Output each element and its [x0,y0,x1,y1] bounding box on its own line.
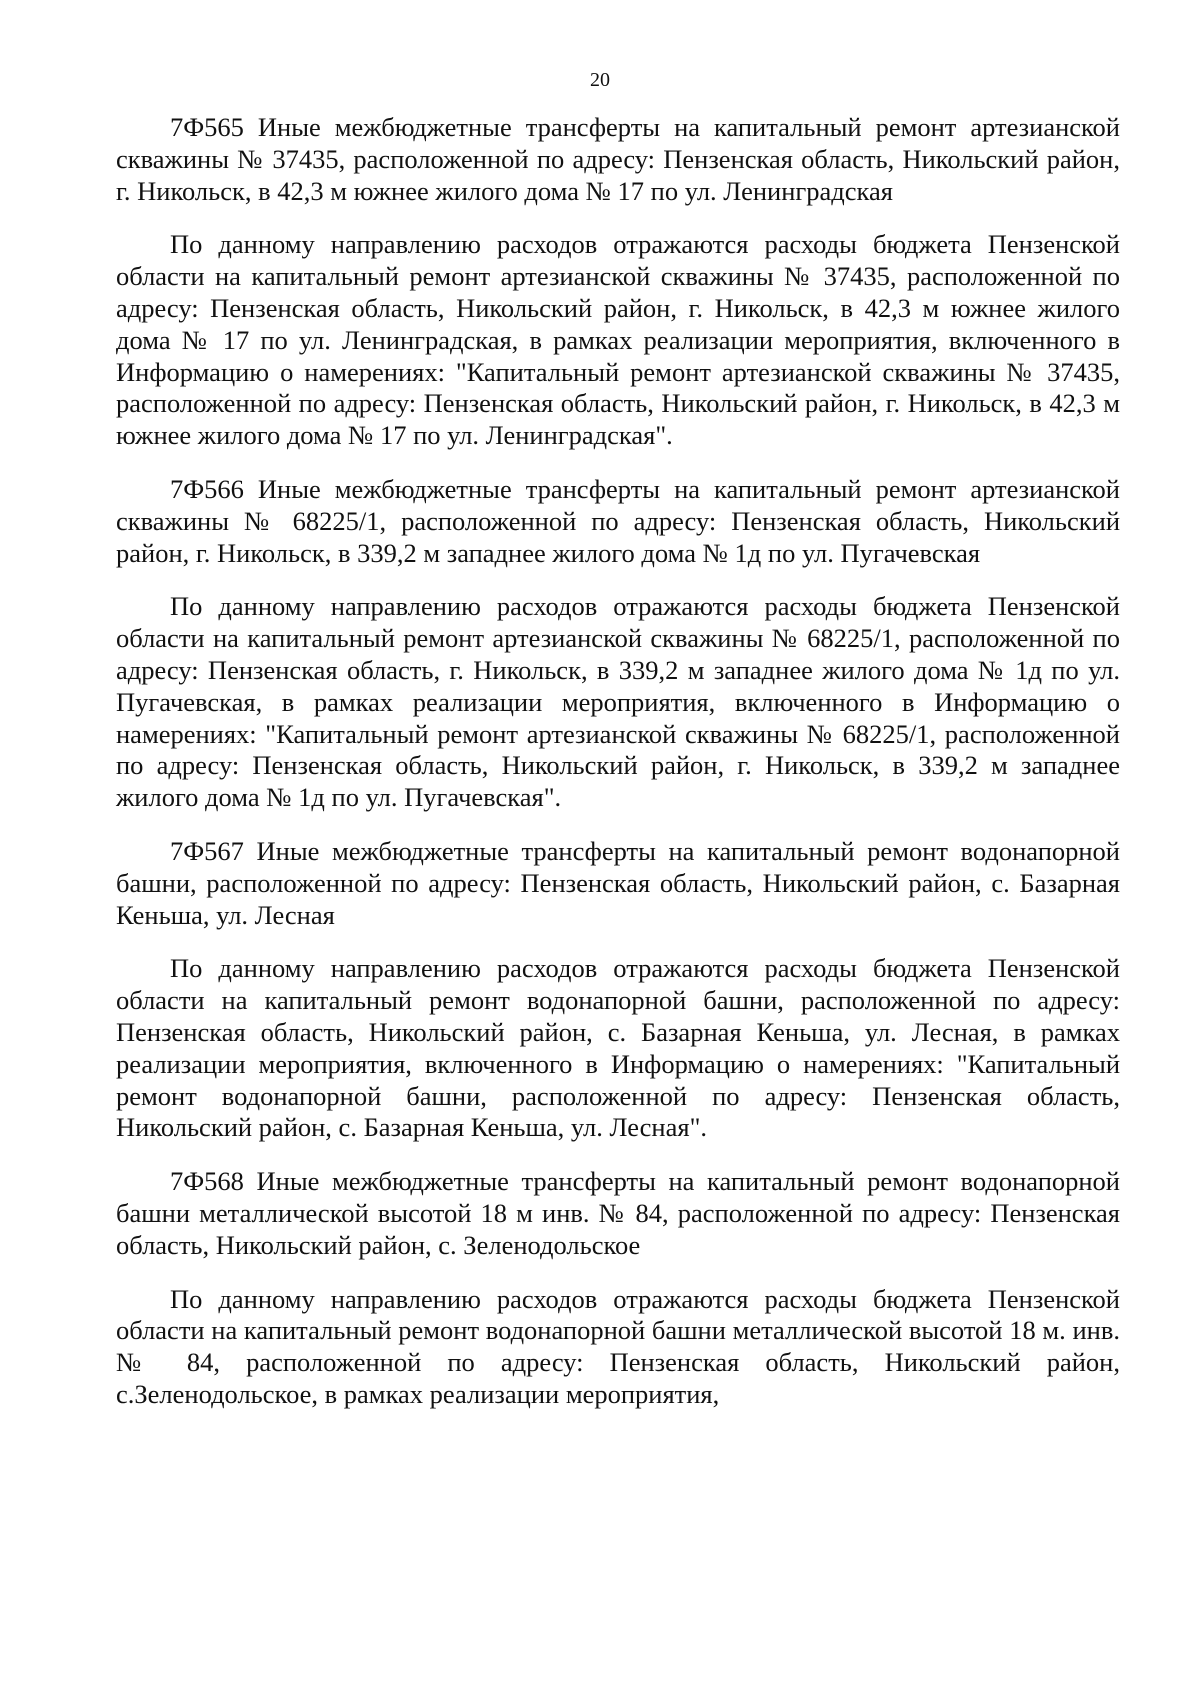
document-body [116,112,1120,1433]
page-number: 20 [590,69,610,91]
section-description-7f568: По данному направлению расходов отражаются расходы бюджета Пензенской области на капитальный ремонт водонапорной башни металлической высотой 18 м. инв. № 84, расположенной по адресу: Пензенская область, Никольский район, с.Зеленодольское, в рамках реализации мероприятия, [116,1283,1120,1409]
section-description-7f567: По данному направлению расходов отражаются расходы бюджета Пензенской области на капитальный ремонт водонапорной башни, расположенной по адресу: Пензенская область, Никольский район, с. Базарная Кеньша, ул. Лесная, в рамках реализации мероприятия, включенного в Информацию о намерениях: "Капитальный ремонт водонапорной башни, расположенной по адресу: Пензенская область, Никольский район, с. Базарная Кеньша, ул. Лесная". [116,953,1120,1143]
section-description-7f565: По данному направлению расходов отражаются расходы бюджета Пензенской области на капитальный ремонт артезианской скважины № 37435, расположенной по адресу: Пензенская область, Никольский район, г. Никольск, в 42,3 м южнее жилого дома № 17 по ул. Ленинградская, в рамках реализации мероприятия, включенного в Информацию о намерениях: "Капитальный ремонт артезианской скважины № 37435, расположенной по адресу: Пензенская область, Никольский район, г. Никольск, в 42,3 м южнее жилого дома № 17 по ул. Ленинградская". [116,229,1120,451]
section-description-7f566: По данному направлению расходов отражаются расходы бюджета Пензенской области на капитальный ремонт артезианской скважины № 68225/1, расположенной по адресу: Пензенская область, г. Никольск, в 339,2 м западнее жилого дома № 1д по ул. Пугачевская, в рамках реализации мероприятия, включенного в Информацию о намерениях: "Капитальный ремонт артезианской скважины № 68225/1, расположенной по адресу: Пензенская область, Никольский район, г. Никольск, в 339,2 м западнее жилого дома № 1д по ул. Пугачевская". [116,591,1120,813]
section-heading-7f565: 7Ф565 Иные межбюджетные трансферты на капитальный ремонт артезианской скважины № 37435, расположенной по адресу: Пензенская область, Никольский район, г. Никольск, в 42,3 м южнее жилого дома № 17 по ул. Ленинградская [116,112,1120,206]
section-heading-7f566: 7Ф566 Иные межбюджетные трансферты на капитальный ремонт артезианской скважины № 68225/1, расположенной по адресу: Пензенская область, Никольский район, г. Никольск, в 339,2 м западнее жилого дома № 1д по ул. Пугачевская [116,473,1120,568]
section-heading-7f568: 7Ф568 Иные межбюджетные трансферты на капитальный ремонт водонапорной башни металлической высотой 18 м инв. № 84, расположенной по адресу: Пензенская область, Никольский район, с. Зеленодольское [116,1166,1120,1260]
section-heading-7f567: 7Ф567 Иные межбюджетные трансферты на капитальный ремонт водонапорной башни, расположенной по адресу: Пензенская область, Никольский район, с. Базарная Кеньша, ул. Лесная [116,835,1120,930]
